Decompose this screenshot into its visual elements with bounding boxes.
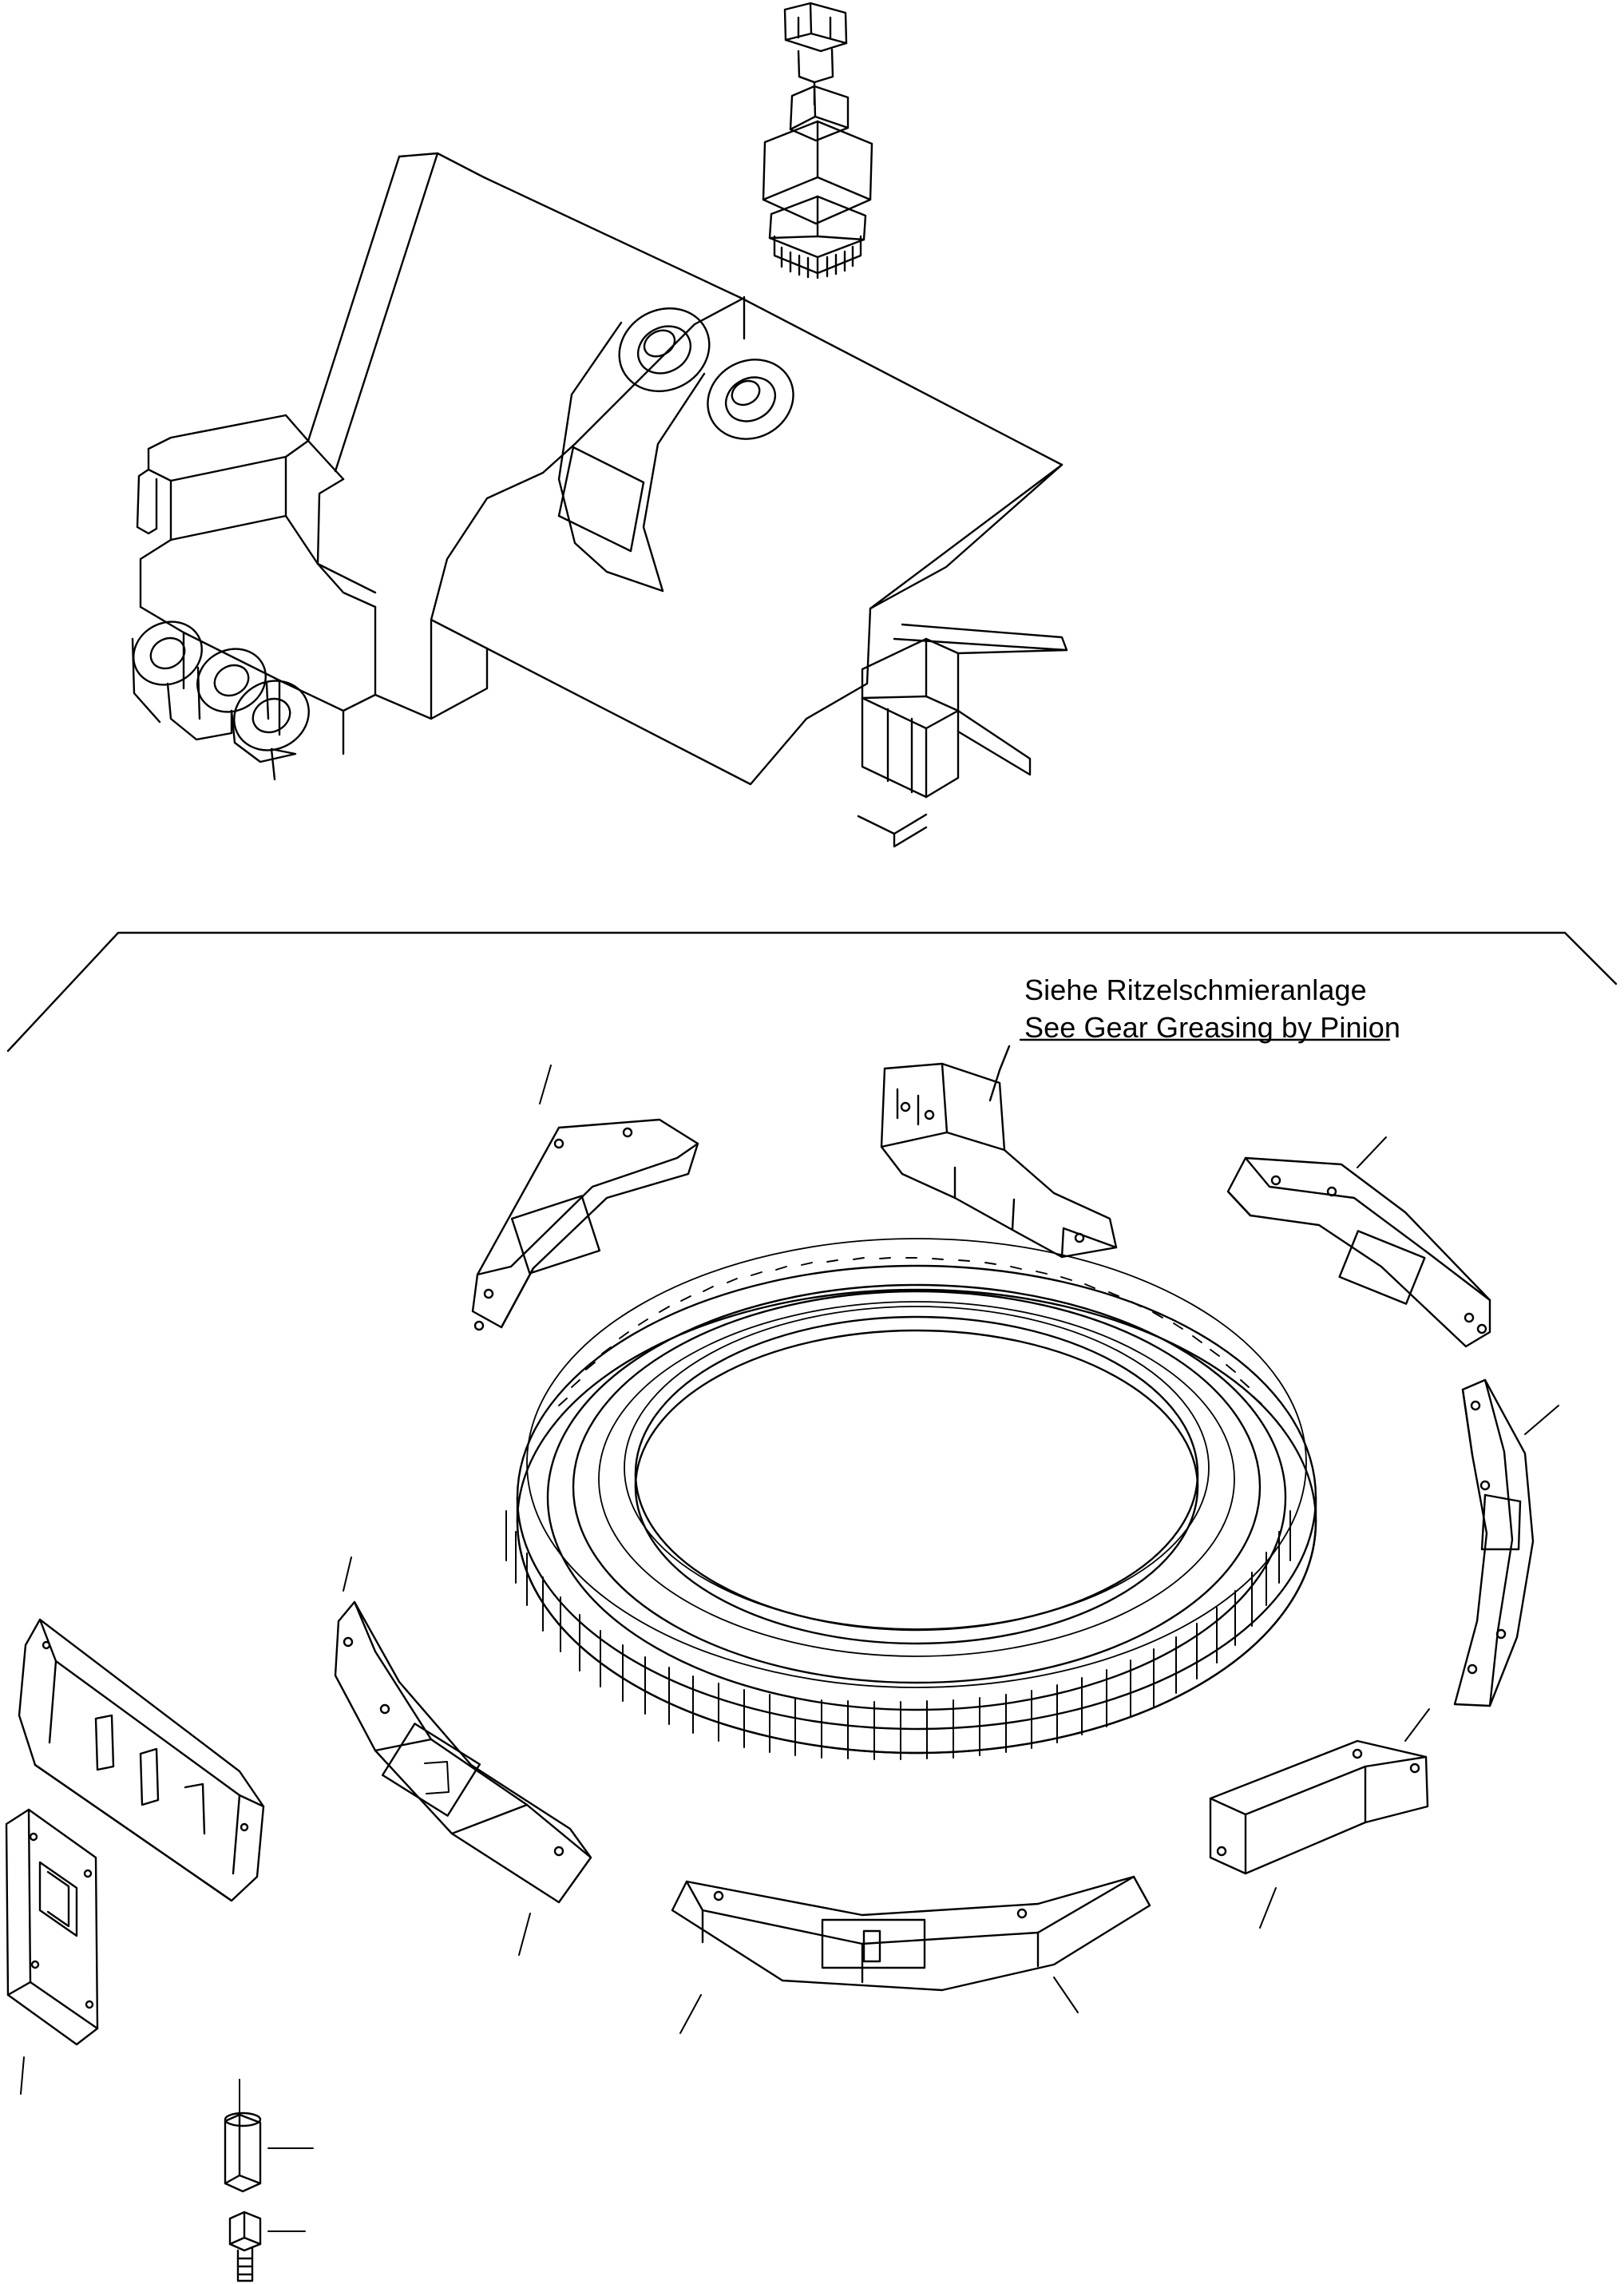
upper-assembly-group <box>122 3 1067 847</box>
left-bracket-plate <box>19 1620 263 1901</box>
pinion-grease-bracket <box>881 1064 1116 1257</box>
slewing-ring-gear <box>506 1239 1316 1759</box>
note-line-english: See Gear Greasing by Pinion <box>1024 1010 1400 1044</box>
spacer-bushing-part <box>225 2080 313 2191</box>
revolving-frame <box>137 153 1062 784</box>
swivel-joint-part <box>763 3 872 278</box>
left-cover-plate <box>6 1810 97 2094</box>
cover-segment-upper-right <box>1228 1137 1490 1346</box>
cover-segment-bottom-center <box>672 1877 1150 2033</box>
bolt-part <box>230 2212 305 2281</box>
lower-assembly-group <box>6 1064 1559 2281</box>
link-bosses-left <box>122 610 321 779</box>
right-side-rail-block <box>858 625 1067 847</box>
note-line-german: Siehe Ritzelschmieranlage <box>1024 973 1367 1006</box>
gear-greasing-note <box>1024 972 1400 1047</box>
boom-foot-bosses-upper <box>559 293 807 591</box>
cover-segment-lower-right <box>1210 1709 1429 1928</box>
cover-segment-right <box>1455 1380 1559 1706</box>
cover-segment-upper-left <box>473 1065 698 1330</box>
